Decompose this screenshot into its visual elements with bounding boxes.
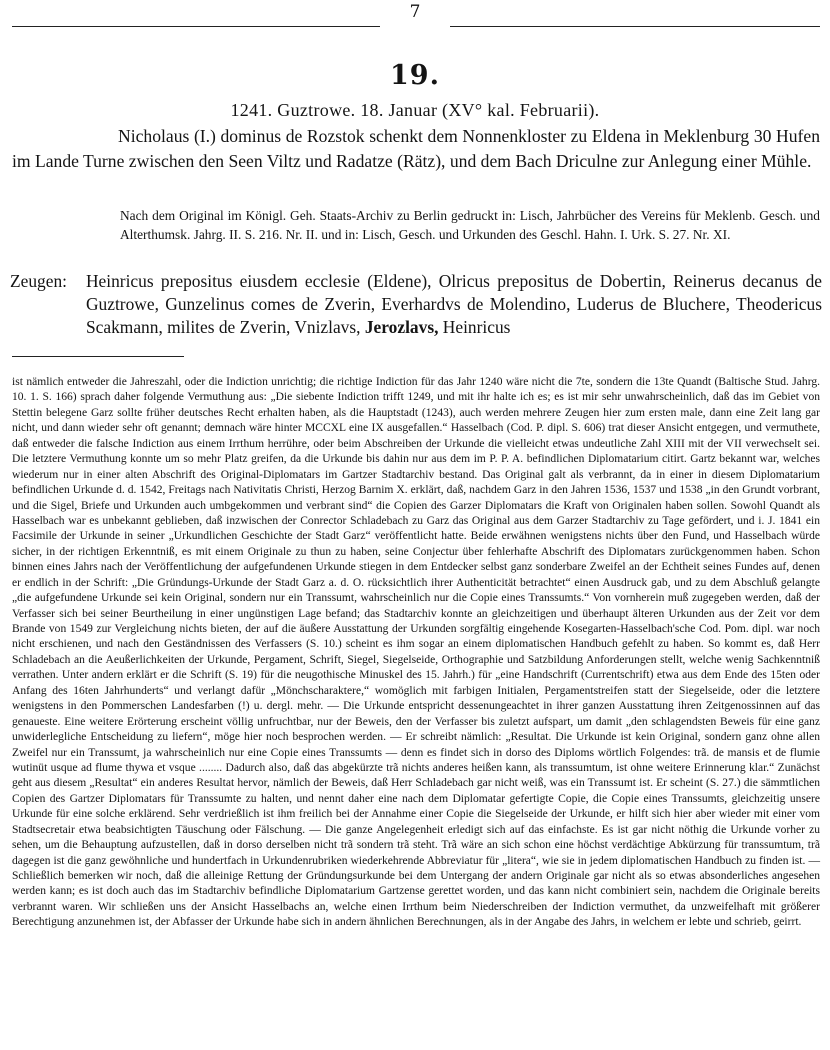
header-rule-right <box>450 26 820 27</box>
witness-list <box>10 270 822 339</box>
page-number: 7 <box>409 2 421 22</box>
witness-names-main: Heinricus prepositus eiusdem ecclesie (Eldene), Olricus prepositus de Dobertin, Reinerus decanus de Guztrowe, Gunzelinus comes de Zverin, Everhardvs de Molendino, Luderus de Bluchere, Theodericus Scakmann, milites de Zverin, Vnizlavs, <box>86 271 822 337</box>
source-note: Nach dem Original im Königl. Geh. Staats-Archiv zu Berlin gedruckt in: Lisch, Jahrbücher des Vereins für Meklenb. Gesch. und Alterthumsk. Jahrg. II. S. 216. Nr. II. und in: Lisch, Gesch. und Urkunden des Geschl. Hahn. I. Urk. S. 27. Nr. XI. <box>120 208 820 242</box>
witness-name-bold: Jerozlavs, <box>364 317 439 337</box>
witness-label: Zeugen: <box>10 271 67 291</box>
footnote <box>12 375 820 931</box>
header-rule-left <box>12 26 380 27</box>
document-number: 19. <box>390 60 440 91</box>
footnote-separator <box>12 356 184 357</box>
document-dateline: 1241. Guztrowe. 18. Januar (XV° kal. Februarii). <box>230 100 600 120</box>
regest-summary: Nicholaus (I.) dominus de Rozstok schenkt dem Nonnenkloster zu Eldena in Meklenburg 30 Hufen im Lande Turne zwischen den Seen Viltz und Radatze (Rätz), und dem Bach Driculne zur Anlegung einer Mühle. <box>12 126 820 171</box>
witness-names-tail: Heinricus <box>442 317 511 337</box>
witness-names <box>86 270 822 339</box>
footnote-text: ist nämlich entweder die Jahreszahl, oder die Indiction unrichtig; die richtige Indiction für das Jahr 1240 wäre nicht die 7te, sondern die 13te Quandt (Baltische Stud. Jahrg. 10. 1. S. 166) sprach daher folgende Vermuthung aus: „Die siebente Indiction trifft 1249, und mit ihr halte ich es; es ist mir sehr unwahrscheinlich, daß das im Gebiet von Stettin belegene Garz sollte früher deutsches Recht erhalten haben, als die Hauptstadt (1243), auch werden mehrere Zeugen hier zum ersten male, dann eine Zeit lang gar nicht, und dann wieder sehr oft genannt; demnach wäre hinter MCCXL eine IX ausgefallen.“ Hasselbach (Cod. P. dipl. S. 606) trat dieser Ansicht entgegen, und vermuthete, daß entweder die falsche Indiction aus einem Irrthum herrühre, oder beim Abschreiben der Urkunde die vielleicht etwas undeutliche Zahl XIII mit der VII verwechselt sei. Die letztere Vermuthung konnte um so mehr Platz greifen, da die Urkunde bis dahin nur aus dem im P. P. A. befindlichen Diplomatarium citirt. Gartz bekannt war, welches wiederum nur in einer alten Abschrift des Original-Diplomatars im Gartzer Stadtarchiv bestand. Das Original galt als verbrannt, da in einer in diesem Diplomatarium befindlichen Urkunde d. d. 1542, Freitags nach Nativitatis Christi, Herzog Barnim X. erklärt, daß, nachdem Garz in den Jahren 1536, 1537 und 1538 „in den Grundt vorbrant, und die Sigel, Briefe und Urkunden auch umbgekommen und verbrant sind“ die Copien des Garzer Diplomatars die Kraft von Originalen haben sollen. Sowohl Quandt als Hasselbach war es unbekannt geblieben, daß inzwischen der Conrector Schladebach zu Garz das Original aus dem Garzer Stadtarchiv zu Tage gefördert, und i. J. 1841 ein Facsimile der Urkunde in seiner „Urkundlichen Geschichte der Stadt Garz“ veröffentlicht hatte. Beide erwähnen wenigstens nichts über den Fund, und Hasselbach würde sicher, in der richtigen Erkenntniß, es mit einem Originale zu thun zu haben, seine Conjectur über fehlerhafte Abschrift des Diplomatars zurückgenommen haben. Schon binnen eines Jahrs nach der Veröffentlichung der aufgefundenen Urkunde stiegen in dem Entdecker selbst ganz sonderbare Zweifel an der Echtheit seines Fundes auf, denen er endlich in der Schrift: „Die Gründungs-Urkunde der Stadt Garz a. d. O. rücksichtlich ihrer Authenticität betrachtet“ einen Ausdruck gab, und zu dem Abschluß gelangte „die aufgefundene Urkunde sei kein Original, sondern nur ein Transsumt, wahrscheinlich nur die Copie eines Transsumts.“ Von vornherein muß zugegeben werden, daß der Verfasser sich bei seiner Beurtheilung in einer ungünstigen Lage befand; das Stadtarchiv konnte an gleichzeitigen und überhaupt älteren Urkunden aus der Zeit vor dem Brande von 1549 zur Vergleichung nichts bieten, der auf die äußere Ausstattung der Urkunden sorgfältig eingehende Kosegarten-Hasselbach'sche Cod. Pom. dipl. war noch nicht erschienen, und nach den Geständnissen des Verfassers (S. 10.) scheint es ihm sogar an einem diplomatischen Handbuch gefehlt zu haben. So kommt es, daß Herr Schladebach an die Aeußerlichkeiten der Urkunde, Pergament, Schrift, Siegel, Siegelseide, Orthographie und Satzbildung Anforderungen stellt, welche wenig Sachkenntniß verrathen. Unter andern erklärt er die Schrift (S. 19) für die neugothische Minuskel des 15. Jahrh.) für „eine Handschrift (Currentschrift) etwa aus dem Ende des 15ten oder Anfang des 16ten Jahrhunderts“ und verlangt dafür „Mönchscharaktere,“ womöglich mit farbigen Initialen, Pergamentstreifen statt der Siegelseide, oder die letztere wenigstens in den Pommerschen Landesfarben (!) u. dergl. mehr. — Die Urkunde entspricht dessenungeachtet in ihrer ganzen Ausstattung ihren Zeitgenossinnen auf das genaueste. Eine weitere Erörterung erscheint völlig unfruchtbar, nur der Beweis, den der Verfasser bis zuletzt aufspart, um damit „den schlagendsten Beweis für eine ganz unwiderlegliche Entscheidung zu liefern“, möge hier noch besprochen werden. — Er schreibt nämlich: „Resultat. Die Urkunde ist kein Original, sondern ganz ohne allen Zweifel nur ein Transsumt, ja wahrscheinlich nur eine Copie eines Transsumts — denn es findet sich in dorso des Diploms wörtlich Folgendes: trã. de mansis et de flumie wutinüt usque ad flume thywa et vsque ........ Dadurch also, daß das abgekürzte trã nichts anderes heißen kann, als transsumtum, ist ohne weitere Erinnerung klar.“ Zunächst geht aus diesem „Resultat“ ein anderes Resultat hervor, nämlich der Beweis, daß Herr Schladebach gar nicht weiß, was ein Transsumt ist. Er scheint (S. 27.) die sämmtlichen Copien des Gartzer Diplomatars für Transsumte zu halten, und nennt daher eine nach dem Diplomatar gefertigte Copie, die Copie eines Transsumts, gleichzeitig unsere Urkunde für eine solche erklärend. Sehr verdrießlich ist ihm freilich bei der Annahme einer Copie die Siegelseide der Urkunde, er hilft sich hier aber wieder mit einer vom Stadtsecretair etwa beabsichtigten Täuschung oder Fälschung. — Die ganze Angelegenheit erledigt sich auf das einfachste. Es ist gar nicht nöthig die Urkunde vorher zu sehen, um die Behauptung aufzustellen, daß in dorso derselben nicht trã sondern trã steht. Trã wäre an sich schon eine höchst verdächtige Abkürzung für transsumtum, trã dagegen ist die ganz gewöhnliche und hundertfach in Urkundenrubriken wiederkehrende Abbreviatur für „litera“, wie sie in jedem diplomatischen Handbuch zu finden ist. — Schließlich bemerken wir noch, daß die alleinige Rettung der Gründungsurkunde bei dem Untergang der andern Originale gar nicht als so etwas absonderliches angesehen werden kann; es ist doch auch das im Stadtarchiv befindliche Diplomatarium Gartzense gerettet worden, und das kann nicht combiniert sein, nachdem die Originale bereits verbrannt waren. Wir schließen uns der Ansicht Hasselbachs an, welche einen Irrthum beim Niederschreiben der Indiction vermuthet, da unzweifelhaft mit größerer Berechtigung anzunehmen ist, der Abfasser der Urkunde habe sich in andern ähnlichen Berechnungen, als in der Angabe des Jahrs, in welchem er lebte und schrieb, geirrt. <box>12 376 820 929</box>
